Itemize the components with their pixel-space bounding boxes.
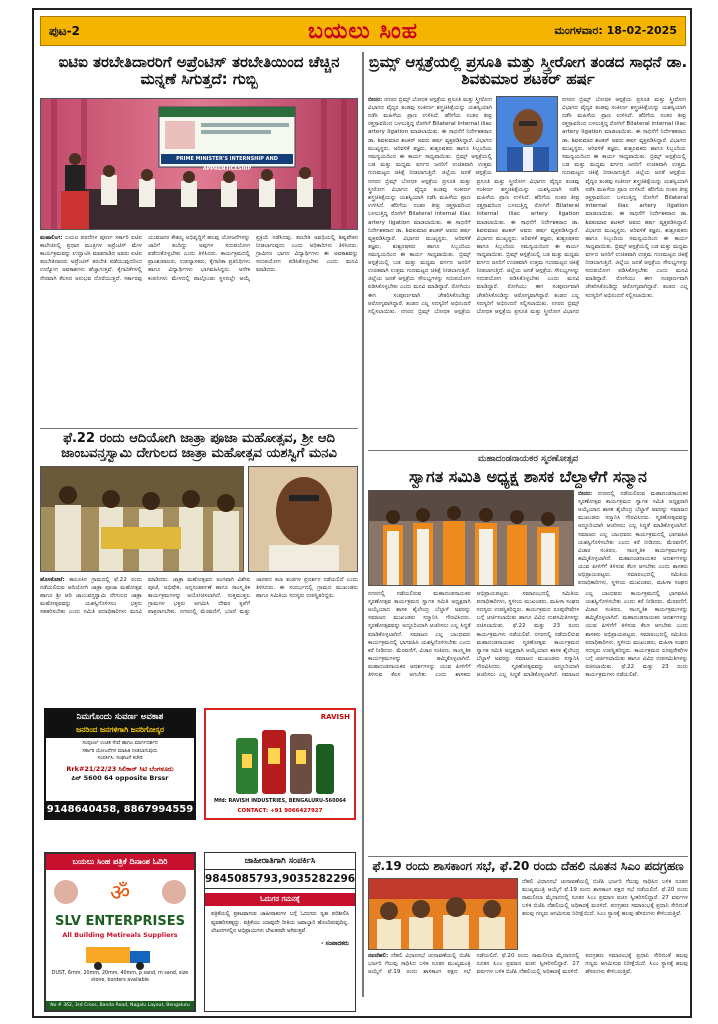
story1-dateline: ಮಹಾಲಿಂಗ: <box>40 235 63 241</box>
ad-ravish-contact: CONTACT: +91 9066427927 <box>237 808 323 814</box>
story2-photo-image <box>41 467 244 572</box>
ad-ravish-products <box>206 720 354 800</box>
story5-text: ದೆಹಲಿ ವಿಧಾನಸಭೆ ಚುನಾವಣೆಯಲ್ಲಿ ಬಿಜೆಪಿ ಭರ್ಜರಿ ಗೆಲುವು ಸಾಧಿಸಿದ ಬಳಿಕ ನೂತನ ಮುಖ್ಯಮಂತ್ರಿ ಆಯ್ಕೆಗೆ ಫೆ.19 ರಂದು ಶಾಸಕಾಂಗ ಪಕ್ಷದ ಸಭೆ ನಡೆಯಲಿದೆ. ಫೆ.20 ರಂದು ರಾಮಲೀಲಾ ಮೈದಾನದಲ್ಲಿ ನೂತನ ಸಿಎಂ ಪ್ರಮಾಣ ವಚನ ಸ್ವೀಕರಿಸಲಿದ್ದಾರೆ. 27 ವರ್ಷಗಳ ಬಳಿಕ ಬಿಜೆಪಿ ದೆಹಲಿಯಲ್ಲಿ ಅಧಿಕಾರಕ್ಕೆ ಮರಳಿದೆ. ಪದಗ್ರಹಣ ಸಮಾರಂಭಕ್ಕೆ ಪ್ರಧಾನಿ ಸೇರಿದಂತೆ ಹಲವು ಗಣ್ಯರು ಆಗಮಿಸುವ ನಿರೀಕ್ಷೆಯಿದೆ. ಸಿಎಂ ಸ್ಥಾನಕ್ಕೆ ಹಲವು ಹೆಸರುಗಳು ಕೇಳಿಬರುತ್ತಿವೆ. <box>522 879 688 918</box>
story1-banner-text: PRIME MINISTER'S INTERNSHIP AND APPRENTICESHIP <box>176 156 278 172</box>
ad-slv-logo <box>46 870 194 914</box>
ad-suvarna-address: Rrk#21/22/23 ಸಿಲಿಕಾನ್ ಸಿಟಿ ಬೆಂಗಳೂರು <box>66 764 174 773</box>
story3-portrait-image <box>497 97 558 172</box>
story3-headline: ಬ್ರಿಮ್ಸ್ ಆಸ್ಪತ್ರೆಯಲ್ಲಿ ಪ್ರಸೂತಿ ಮತ್ತು ಸ್ತ್ರೀರೋಗ ತಂಡದ ಸಾಧನೆ ಡಾ. ಶಿವಕುಮಾರ ಶಟಕರ್ ಹರ್ಷ <box>368 53 688 89</box>
ad-contact-sign: - ಸಂಪಾದಕರು <box>320 939 349 947</box>
story5-photo <box>368 878 518 950</box>
ad-ravish <box>204 708 356 820</box>
ad-slv-goods: DUST, 6mm, 20mm, 20mm, 40mm, p sand, m sand, size stone, borders available <box>51 971 189 983</box>
ad-suvarna-line: ಸಂಪೂರ್ಣ ಉಚಿತ ಸೇವೆ ಹಾಗೂ ಮಾರ್ಗದರ್ಶನ <box>82 740 158 746</box>
story1-photo <box>40 98 358 230</box>
ad-suvarna-line: ಸಂಪರ್ಕಿಸಿ: ಸಂಘಟನೆ ಕಚೇರಿ <box>97 755 143 761</box>
story3-text-cont: ನಗರದ ಬ್ರಿಮ್ಸ್ ಬೋಧಕ ಆಸ್ಪತ್ರೆಯ ಪ್ರಸೂತಿ ಮತ್ತು ಸ್ತ್ರೀರೋಗ ವಿಭಾಗದ ವೈದ್ಯರ ತಂಡವು ಸಂಕೀರ್ಣ ಶಸ್ತ್ರಚಿಕಿತ್ಸೆಯನ್ನು ಯಶಸ್ವಿಯಾಗಿ ನಡೆಸಿ ಮಹಿಳೆಯ ಪ್ರಾಣ ಉಳಿಸಿದೆ. ಹೆರಿಗೆಯ ನಂತರ ತೀವ್ರ ರಕ್ತಸ್ರಾವದಿಂದ ಬಳಲುತ್ತಿದ್ದ ರೋಗಿಗೆ Bilateral internal iliac artery ligation ಮಾಡಲಾಯಿತು. ಈ ಸಾಧನೆಗೆ ನಿರ್ದೇಶಕರಾದ ಡಾ. ಶಿವಕುಮಾರ ಶಟಕರ್ ಅವರು ಹರ್ಷ ವ್ಯಕ್ತಪಡಿಸಿದ್ದಾರೆ. ವಿಭಾಗದ ಮುಖ್ಯಸ್ಥರು, ಅರಿವಳಿಕೆ ತಜ್ಞರು, ಶುಶ್ರೂಷಕರು ಹಾಗೂ ಸಿಬ್ಬಂದಿಯ ಸಮನ್ವಯದಿಂದ ಈ ಕಾರ್ಯ ಸಾಧ್ಯವಾಯಿತು. ಬ್ರಿಮ್ಸ್ ಆಸ್ಪತ್ರೆಯಲ್ಲಿ ಬಡ ಮತ್ತು ಮಧ್ಯಮ ವರ್ಗದ ಜನರಿಗೆ ಉಚಿತವಾಗಿ ಉತ್ತಮ ಗುಣಮಟ್ಟದ ಚಿಕಿತ್ಸೆ ನೀಡಲಾಗುತ್ತಿದೆ. ಜಿಲ್ಲೆಯ ಜನತೆ ಆಸ್ಪತ್ರೆಯ ಸೌಲಭ್ಯಗಳನ್ನು ಸದುಪಯೋಗ ಪಡಿಸಿಕೊಳ್ಳಬೇಕು ಎಂದು ಮನವಿ ಮಾಡಿದ್ದಾರೆ. ರೋಗಿಯು ಈಗ ಸಂಪೂರ್ಣವಾಗಿ ಚೇತರಿಸಿಕೊಂಡಿದ್ದು ಆರೋಗ್ಯವಾಗಿದ್ದಾರೆ. ತಂಡದ ಎಲ್ಲ ಸದಸ್ಯರಿಗೆ ಅಭಿನಂದನೆ ಸಲ್ಲಿಸಲಾಯಿತು. <box>400 179 580 315</box>
story1-headline: ಐಟಿಐ ತರಬೇತಿದಾರರಿಗೆ ಅಪ್ರೆಂಟಿಸ್ ತರಬೇತಿಯಿಂದ ಚೆಚ್ಚಿನ ಮನ್ನಣೆ ಸಿಗುತ್ತದೆ: ಗುಬ್ಬಿ <box>58 53 340 89</box>
story1-text: ಬಯಲ ಪರದೆಗಳ ಪೂರ್ಣ ಸರ್ಕಾರಿ ಐಟಿಐ ಕಾಲೇಜಿನಲ್ಲಿ ಪ್ರಧಾನ ಮಂತ್ರಿಗಳ ಅಪ್ರೆಂಟಿಸ್ ಮೇಳ ಕಾರ್ಯಕ್ರಮವನ್ನು ಉದ್ಘಾಟಿಸಿ ಮಾತನಾಡಿದ ಅವರು ಐಟಿಐ ತರಬೇತಿದಾರರು ಅಪ್ರೆಂಟಿಸ್ ತರಬೇತಿ ಪಡೆಯುವುದರಿಂದ ಉದ್ಯೋಗ ಅವಕಾಶಗಳು ಹೆಚ್ಚಾಗುತ್ತವೆ. ಕೈಗಾರಿಕೆಗಳಲ್ಲಿ ನೇರವಾಗಿ ಕೆಲಸದ ಅನುಭವ ದೊರೆಯುತ್ತದೆ. ಸರ್ಕಾರವು ಯುವಜನರ ಕೌಶಲ್ಯ ಅಭಿವೃದ್ಧಿಗೆ ಹಲವು ಯೋಜನೆಗಳನ್ನು ಜಾರಿಗೆ ತಂದಿದ್ದು ಅವುಗಳ ಸದುಪಯೋಗ ಪಡೆದುಕೊಳ್ಳಬೇಕು ಎಂದು ತಿಳಿಸಿದರು. ಕಾರ್ಯಕ್ರಮದಲ್ಲಿ ಪ್ರಾಂಶುಪಾಲರು, ಉಪನ್ಯಾಸಕರು, ಕೈಗಾರಿಕಾ ಪ್ರತಿನಿಧಿಗಳು ಹಾಗೂ ವಿದ್ಯಾರ್ಥಿಗಳು ಭಾಗವಹಿಸಿದ್ದರು. ಅನೇಕ ಕಂಪನಿಗಳು ಮೇಳದಲ್ಲಿ ಪಾಲ್ಗೊಂಡು ಸ್ಥಳದಲ್ಲೇ ಆಯ್ಕೆ ಪ್ರಕ್ರಿಯೆ ನಡೆಸಿದವು. ತರಬೇತಿ ಅವಧಿಯಲ್ಲಿ ಶಿಷ್ಯವೇತನ ನೀಡಲಾಗುವುದು ಎಂದು ಅಧಿಕಾರಿಗಳು ತಿಳಿಸಿದರು. ಗ್ರಾಮೀಣ ಭಾಗದ ವಿದ್ಯಾರ್ಥಿಗಳು ಈ ಅವಕಾಶವನ್ನು ಸದುಪಯೋಗ ಪಡಿಸಿಕೊಳ್ಳಬೇಕು ಎಂದು ಮನವಿ ಮಾಡಿದರು. <box>40 235 358 282</box>
svg-text:ॐ: ॐ <box>109 881 131 906</box>
story5-headline: ಫೆ.19 ರಂದು ಶಾಸಕಾಂಗ ಸಭೆ, ಫೆ.20 ರಂದು ದೆಹಲಿ ನೂತನ ಸಿಎಂ ಪದಗ್ರಹಣ <box>372 859 684 873</box>
story4-text-cont: ನಗರದಲ್ಲಿ ನಡೆಯಲಿರುವ ಮಹಾದಂಡನಾಯಕರ ಸ್ಮರಣೋತ್ಸವ ಕಾರ್ಯಕ್ರಮದ ಸ್ವಾಗತ ಸಮಿತಿ ಅಧ್ಯಕ್ಷರಾಗಿ ಆಯ್ಕೆಯಾದ ಶಾಸಕ ಶೈಲೇಂದ್ರ ಬೆಲ್ದಾಳೆ ಅವರನ್ನು ಸಮಾಜದ ಮುಖಂಡರು ಸನ್ಮಾನಿಸಿ ಗೌರವಿಸಿದರು. ಸ್ಮರಣೋತ್ಸವವನ್ನು ಅದ್ದೂರಿಯಾಗಿ ಆಚರಿಸಲು ಎಲ್ಲ ಸಿದ್ಧತೆ ಮಾಡಿಕೊಳ್ಳಲಾಗಿದೆ. ಸಮಾಜದ ಎಲ್ಲ ಬಾಂಧವರು ಕಾರ್ಯಕ್ರಮದಲ್ಲಿ ಭಾಗವಹಿಸಿ ಯಶಸ್ವಿಗೊಳಿಸಬೇಕು ಎಂದು ಕರೆ ನೀಡಿದರು. ಮೆರವಣಿಗೆ, ವಿಚಾರ ಸಂಕಿರಣ, ಸಾಂಸ್ಕೃತಿಕ ಕಾರ್ಯಕ್ರಮಗಳನ್ನು ಹಮ್ಮಿಕೊಳ್ಳಲಾಗಿದೆ. ಮಹಾದಂಡನಾಯಕರ ಆದರ್ಶಗಳನ್ನು ಯುವ ಪೀಳಿಗೆಗೆ ತಿಳಿಸುವ ಕೆಲಸ ಆಗಬೇಕು ಎಂದು ಶಾಸಕರು ಅಭಿಪ್ರಾಯಪಟ್ಟರು. ಸಮಾರಂಭದಲ್ಲಿ ಸಮಿತಿಯ ಪದಾಧಿಕಾರಿಗಳು, ಸ್ಥಳೀಯ ಮುಖಂಡರು, ಮಹಿಳಾ ಸಂಘದ ಸದಸ್ಯರು ಉಪಸ್ಥಿತರಿದ್ದರು. ಕಾರ್ಯಕ್ರಮದ ರೂಪುರೇಷೆಗಳ ಬಗ್ಗೆ ಚರ್ಚಿಸಲಾಯಿತು ಹಾಗೂ ವಿವಿಧ ಉಪಸಮಿತಿಗಳನ್ನು ರಚಿಸಲಾಯಿತು. ಫೆ.22 ಮತ್ತು 23 ರಂದು ಕಾರ್ಯಕ್ರಮಗಳು ನಡೆಯಲಿವೆ. <box>476 591 688 679</box>
masthead <box>40 16 686 46</box>
ad-contact-phone: 9845085793,9035282296 <box>205 870 355 889</box>
story1-photo-image <box>41 99 358 230</box>
ad-contact <box>204 852 356 1012</box>
ad-slv-brand: SLV ENTERPRISES <box>55 914 185 929</box>
column-divider <box>362 52 364 997</box>
story4-photo <box>368 490 574 586</box>
ad-ravish-brand: RAVISH <box>320 713 350 721</box>
story2-text: ತಾಲೂಕಿನ ಗ್ರಾಮದಲ್ಲಿ ಫೆ.22 ರಂದು ನಡೆಯಲಿರುವ ಆದಿಯೋಗಿ ಜಾತ್ರಾ ಪೂಜಾ ಮಹೋತ್ಸವ ಹಾಗೂ ಶ್ರೀ ಆದಿ ಜಾಂಬವನ್ತಸ್ವಾಮಿ ದೇಗುಲದ ಜಾತ್ರಾ ಮಹೋತ್ಸವವನ್ನು ಯಶಸ್ವಿಗೊಳಿಸಲು ಭಕ್ತರು ಸಹಕರಿಸಬೇಕು ಎಂದು ಸಮಿತಿ ಪದಾಧಿಕಾರಿಗಳು ಮನವಿ ಮಾಡಿದರು. ಜಾತ್ರಾ ಮಹೋತ್ಸವದ ಅಂಗವಾಗಿ ವಿಶೇಷ ಪೂಜೆ, ಅಭಿಷೇಕ, ಅನ್ನಸಂತರ್ಪಣೆ ಹಾಗೂ ಸಾಂಸ್ಕೃತಿಕ ಕಾರ್ಯಕ್ರಮಗಳನ್ನು ಆಯೋಜಿಸಲಾಗಿದೆ. ಸುತ್ತಮುತ್ತಲ ಗ್ರಾಮಗಳ ಭಕ್ತರು ಆಗಮಿಸಿ ದೇವರ ಕೃಪೆಗೆ ಪಾತ್ರರಾಗಬೇಕು. ನಗರದಲ್ಲಿ ಮೆರವಣಿಗೆ, ಭಜನೆ ಮತ್ತು ಜಾನಪದ ಕಲಾ ತಂಡಗಳ ಪ್ರದರ್ಶನ ನಡೆಯಲಿದೆ ಎಂದು ತಿಳಿಸಿದರು. ಈ ಸಂದರ್ಭದಲ್ಲಿ ಗ್ರಾಮದ ಮುಖಂಡರು ಹಾಗೂ ಸಮಿತಿಯ ಸದಸ್ಯರು ಉಪಸ್ಥಿತರಿದ್ದರು. <box>40 577 358 616</box>
ad-suvarna-title: ನಿಮಗೊಂದು ಸುವರ್ಣ ಅವಕಾಶ <box>46 710 194 724</box>
story4-dateline: ಬೀದರ: <box>578 491 593 497</box>
ad-suvarna-sub: ಜನರಿಂದ ಜನಗಳಿಗಾಗಿ ಜನರಿಗೋಸ್ಕರ <box>46 724 194 738</box>
story3-body-a <box>368 96 492 176</box>
newspaper-name: ಬಯಲು ಸಿಂಹ <box>307 18 419 44</box>
ad-suvarna-lines <box>46 738 194 765</box>
newspaper-page <box>32 8 692 1018</box>
story1-body <box>40 234 358 424</box>
divider <box>368 450 688 451</box>
story2-portrait <box>248 466 358 572</box>
story5-body-a <box>522 878 688 950</box>
ad-ravish-maker: Mfd: RAVISH INDUSTRIES, BENGALURU-560064 <box>213 798 347 804</box>
ad-contact-title: ಜಾಹೀರಾತಿಗಾಗಿ ಸಂಪರ್ಕಿಸಿ <box>205 853 355 870</box>
story3-body-c <box>368 178 688 446</box>
story2-photo <box>40 466 244 572</box>
story5-dateline: ನವದೆಹಲಿ: <box>368 953 389 959</box>
story3-body-b <box>562 96 686 176</box>
ad-suvarna-address2: ಪಿನ್ 5600 64 opposite Brssr <box>71 773 169 782</box>
story4-body-a <box>578 490 688 586</box>
issue-date: ಮಂಗಳವಾರ: 18-02-2025 <box>554 24 677 37</box>
story3-text: ನಗರದ ಬ್ರಿಮ್ಸ್ ಬೋಧಕ ಆಸ್ಪತ್ರೆಯ ಪ್ರಸೂತಿ ಮತ್ತು ಸ್ತ್ರೀರೋಗ ವಿಭಾಗದ ವೈದ್ಯರ ತಂಡವು ಸಂಕೀರ್ಣ ಶಸ್ತ್ರಚಿಕಿತ್ಸೆಯನ್ನು ಯಶಸ್ವಿಯಾಗಿ ನಡೆಸಿ ಮಹಿಳೆಯ ಪ್ರಾಣ ಉಳಿಸಿದೆ. ಹೆರಿಗೆಯ ನಂತರ ತೀವ್ರ ರಕ್ತಸ್ರಾವದಿಂದ ಬಳಲುತ್ತಿದ್ದ ರೋಗಿಗೆ Bilateral internal iliac artery ligation ಮಾಡಲಾಯಿತು. ಈ ಸಾಧನೆಗೆ ನಿರ್ದೇಶಕರಾದ ಡಾ. ಶಿವಕುಮಾರ ಶಟಕರ್ ಅವರು ಹರ್ಷ ವ್ಯಕ್ತಪಡಿಸಿದ್ದಾರೆ. ವಿಭಾಗದ ಮುಖ್ಯಸ್ಥರು, ಅರಿವಳಿಕೆ ತಜ್ಞರು, ಶುಶ್ರೂಷಕರು ಹಾಗೂ ಸಿಬ್ಬಂದಿಯ ಸಮನ್ವಯದಿಂದ ಈ ಕಾರ್ಯ ಸಾಧ್ಯವಾಯಿತು. ಬ್ರಿಮ್ಸ್ ಆಸ್ಪತ್ರೆಯಲ್ಲಿ ಬಡ ಮತ್ತು ಮಧ್ಯಮ ವರ್ಗದ ಜನರಿಗೆ ಉಚಿತವಾಗಿ ಉತ್ತಮ ಗುಣಮಟ್ಟದ ಚಿಕಿತ್ಸೆ ನೀಡಲಾಗುತ್ತಿದೆ. ಜಿಲ್ಲೆಯ ಜನತೆ ಆಸ್ಪತ್ರೆಯ <box>368 97 492 176</box>
story2-portrait-image <box>249 467 358 572</box>
story5-photo-image <box>369 879 518 950</box>
ad-suvarna-line: ಸರ್ಕಾರಿ ಯೋಜನೆಗಳ ಮಾಹಿತಿ ನೀಡಲಾಗುವುದು <box>82 747 158 754</box>
story4-kicker: ಮಹಾದಂಡನಾಯಕರ ಸ್ಮರಣೋತ್ಸವ <box>477 454 579 464</box>
story3-text-cont: ನಗರದ ಬ್ರಿಮ್ಸ್ ಬೋಧಕ ಆಸ್ಪತ್ರೆಯ ಪ್ರಸೂತಿ ಮತ್ತು ಸ್ತ್ರೀರೋಗ ವಿಭಾಗದ ವೈದ್ಯರ ತಂಡವು ಸಂಕೀರ್ಣ ಶಸ್ತ್ರಚಿಕಿತ್ಸೆಯನ್ನು ಯಶಸ್ವಿಯಾಗಿ ನಡೆಸಿ ಮಹಿಳೆಯ ಪ್ರಾಣ ಉಳಿಸಿದೆ. ಹೆರಿಗೆಯ ನಂತರ ತೀವ್ರ ರಕ್ತಸ್ರಾವದಿಂದ ಬಳಲುತ್ತಿದ್ದ ರೋಗಿಗೆ Bilateral internal iliac artery ligation ಮಾಡಲಾಯಿತು. ಈ ಸಾಧನೆಗೆ ನಿರ್ದೇಶಕರಾದ ಡಾ. ಶಿವಕುಮಾರ ಶಟಕರ್ ಅವರು ಹರ್ಷ ವ್ಯಕ್ತಪಡಿಸಿದ್ದಾರೆ. ವಿಭಾಗದ ಮುಖ್ಯಸ್ಥರು, ಅರಿವಳಿಕೆ ತಜ್ಞರು, ಶುಶ್ರೂಷಕರು ಹಾಗೂ ಸಿಬ್ಬಂದಿಯ ಸಮನ್ವಯದಿಂದ ಈ ಕಾರ್ಯ ಸಾಧ್ಯವಾಯಿತು. ಬ್ರಿಮ್ಸ್ ಆಸ್ಪತ್ರೆಯಲ್ಲಿ ಬಡ ಮತ್ತು ಮಧ್ಯಮ ವರ್ಗದ ಜನರಿಗೆ ಉಚಿತವಾಗಿ ಉತ್ತಮ ಗುಣಮಟ್ಟದ ಚಿಕಿತ್ಸೆ ನೀಡಲಾಗುತ್ತಿದೆ. ಜಿಲ್ಲೆಯ ಜನತೆ ಆಸ್ಪತ್ರೆಯ ಸೌಲಭ್ಯಗಳನ್ನು ಸದುಪಯೋಗ ಪಡಿಸಿಕೊಳ್ಳಬೇಕು ಎಂದು ಮನವಿ ಮಾಡಿದ್ದಾರೆ. ರೋಗಿಯು ಈಗ ಸಂಪೂರ್ಣವಾಗಿ ಚೇತರಿಸಿಕೊಂಡಿದ್ದು ಆರೋಗ್ಯವಾಗಿದ್ದಾರೆ. ತಂಡದ ಎಲ್ಲ ಸದಸ್ಯರಿಗೆ ಅಭಿನಂದನೆ ಸಲ್ಲಿಸಲಾಯಿತು. <box>368 179 471 315</box>
page-number: ಪುಟ-2 <box>49 23 80 38</box>
story4-body-b <box>368 590 688 852</box>
divider <box>368 856 688 857</box>
story2-body <box>40 576 358 706</box>
story5-body-b <box>368 952 688 1014</box>
story4-text-cont: ನಗರದಲ್ಲಿ ನಡೆಯಲಿರುವ ಮಹಾದಂಡನಾಯಕರ ಸ್ಮರಣೋತ್ಸವ ಕಾರ್ಯಕ್ರಮದ ಸ್ವಾಗತ ಸಮಿತಿ ಅಧ್ಯಕ್ಷರಾಗಿ ಆಯ್ಕೆಯಾದ ಶಾಸಕ ಶೈಲೇಂದ್ರ ಬೆಲ್ದಾಳೆ ಅವರನ್ನು ಸಮಾಜದ ಮುಖಂಡರು ಸನ್ಮಾನಿಸಿ ಗೌರವಿಸಿದರು. ಸ್ಮರಣೋತ್ಸವವನ್ನು ಅದ್ದೂರಿಯಾಗಿ ಆಚರಿಸಲು ಎಲ್ಲ ಸಿದ್ಧತೆ ಮಾಡಿಕೊಳ್ಳಲಾಗಿದೆ. ಸಮಾಜದ ಎಲ್ಲ ಬಾಂಧವರು ಕಾರ್ಯಕ್ರಮದಲ್ಲಿ ಭಾಗವಹಿಸಿ ಯಶಸ್ವಿಗೊಳಿಸಬೇಕು ಎಂದು ಕರೆ ನೀಡಿದರು. ಮೆರವಣಿಗೆ, ವಿಚಾರ ಸಂಕಿರಣ, ಸಾಂಸ್ಕೃತಿಕ ಕಾರ್ಯಕ್ರಮಗಳನ್ನು ಹಮ್ಮಿಕೊಳ್ಳಲಾಗಿದೆ. ಮಹಾದಂಡನಾಯಕರ ಆದರ್ಶಗಳನ್ನು ಯುವ ಪೀಳಿಗೆಗೆ ತಿಳಿಸುವ ಕೆಲಸ ಆಗಬೇಕು ಎಂದು ಶಾಸಕರು ಅಭಿಪ್ರಾಯಪಟ್ಟರು. ಸಮಾರಂಭದಲ್ಲಿ ಸಮಿತಿಯ ಪದಾಧಿಕಾರಿಗಳು, ಸ್ಥಳೀಯ ಮುಖಂಡರು, ಮಹಿಳಾ ಸಂಘದ ಸದಸ್ಯರು ಉಪಸ್ಥಿತರಿದ್ದರು. ಕಾರ್ಯಕ್ರಮದ ರೂಪುರೇಷೆಗಳ ಬಗ್ಗೆ ಚರ್ಚಿಸಲಾಯಿತು ಹಾಗೂ ವಿವಿಧ ಉಪಸಮಿತಿಗಳನ್ನು ರಚಿಸಲಾಯಿತು. ಫೆ.22 ಮತ್ತು 23 ರಂದು ಕಾರ್ಯಕ್ರಮಗಳು ನಡೆಯಲಿವೆ. <box>368 591 580 679</box>
story4-text: ನಗರದಲ್ಲಿ ನಡೆಯಲಿರುವ ಮಹಾದಂಡನಾಯಕರ ಸ್ಮರಣೋತ್ಸವ ಕಾರ್ಯಕ್ರಮದ ಸ್ವಾಗತ ಸಮಿತಿ ಅಧ್ಯಕ್ಷರಾಗಿ ಆಯ್ಕೆಯಾದ ಶಾಸಕ ಶೈಲೇಂದ್ರ ಬೆಲ್ದಾಳೆ ಅವರನ್ನು ಸಮಾಜದ ಮುಖಂಡರು ಸನ್ಮಾನಿಸಿ ಗೌರವಿಸಿದರು. ಸ್ಮರಣೋತ್ಸವವನ್ನು ಅದ್ದೂರಿಯಾಗಿ ಆಚರಿಸಲು ಎಲ್ಲ ಸಿದ್ಧತೆ ಮಾಡಿಕೊಳ್ಳಲಾಗಿದೆ. ಸಮಾಜದ ಎಲ್ಲ ಬಾಂಧವರು ಕಾರ್ಯಕ್ರಮದಲ್ಲಿ ಭಾಗವಹಿಸಿ ಯಶಸ್ವಿಗೊಳಿಸಬೇಕು ಎಂದು ಕರೆ ನೀಡಿದರು. ಮೆರವಣಿಗೆ, ವಿಚಾರ ಸಂಕಿರಣ, ಸಾಂಸ್ಕೃತಿಕ ಕಾರ್ಯಕ್ರಮಗಳನ್ನು ಹಮ್ಮಿಕೊಳ್ಳಲಾಗಿದೆ. ಮಹಾದಂಡನಾಯಕರ ಆದರ್ಶಗಳನ್ನು ಯುವ ಪೀಳಿಗೆಗೆ ತಿಳಿಸುವ ಕೆಲಸ ಆಗಬೇಕು ಎಂದು ಶಾಸಕರು ಅಭಿಪ್ರಾಯಪಟ್ಟರು. ಸಮಾರಂಭದಲ್ಲಿ ಸಮಿತಿಯ ಪದಾಧಿಕಾರಿಗಳು, ಸ್ಥಳೀಯ ಮುಖಂಡರು, ಮಹಿಳಾ ಸಂಘದ <box>578 491 688 586</box>
ad-slv-tag: All Building Metireals Suppliers <box>62 931 178 939</box>
story2-headline: ಫೆ.22 ರಂದು ಆದಿಯೋಗಿ ಜಾತ್ರಾ ಪೂಜಾ ಮಹೋತ್ಸವ, ಶ್ರೀ ಆದಿ ಜಾಂಬವನ್ತಸ್ವಾಮಿ ದೇಗುಲದ ಜಾತ್ರಾ ಮಹೋತ್ಸವ ಯಶಸ್ವಿಗೆ ಮನವಿ <box>61 431 337 461</box>
story4-headline: ಸ್ವಾಗತ ಸಮಿತಿ ಅಧ್ಯಕ್ಷ ಶಾಸಕ ಬೆಲ್ದಾಳೆಗೆ ಸನ್ಮಾನ <box>409 467 647 486</box>
ad-slv <box>44 852 196 1012</box>
story2-dateline: ಹೊಸಕೋಟೆ: <box>40 577 65 583</box>
ad-contact-notice: ಓದುಗರ ಗಮನಕ್ಕೆ <box>205 893 355 906</box>
story3-text-cont: ನಗರದ ಬ್ರಿಮ್ಸ್ ಬೋಧಕ ಆಸ್ಪತ್ರೆಯ ಪ್ರಸೂತಿ ಮತ್ತು ಸ್ತ್ರೀರೋಗ ವಿಭಾಗದ ವೈದ್ಯರ ತಂಡವು ಸಂಕೀರ್ಣ ಶಸ್ತ್ರಚಿಕಿತ್ಸೆಯನ್ನು ಯಶಸ್ವಿಯಾಗಿ ನಡೆಸಿ ಮಹಿಳೆಯ ಪ್ರಾಣ ಉಳಿಸಿದೆ. ಹೆರಿಗೆಯ ನಂತರ ತೀವ್ರ ರಕ್ತಸ್ರಾವದಿಂದ ಬಳಲುತ್ತಿದ್ದ ರೋಗಿಗೆ Bilateral internal iliac artery ligation ಮಾಡಲಾಯಿತು. ಈ ಸಾಧನೆಗೆ ನಿರ್ದೇಶಕರಾದ ಡಾ. ಶಿವಕುಮಾರ ಶಟಕರ್ ಅವರು ಹರ್ಷ ವ್ಯಕ್ತಪಡಿಸಿದ್ದಾರೆ. ವಿಭಾಗದ ಮುಖ್ಯಸ್ಥರು, ಅರಿವಳಿಕೆ ತಜ್ಞರು, ಶುಶ್ರೂಷಕರು ಹಾಗೂ ಸಿಬ್ಬಂದಿಯ ಸಮನ್ವಯದಿಂದ ಈ ಕಾರ್ಯ ಸಾಧ್ಯವಾಯಿತು. ಬ್ರಿಮ್ಸ್ ಆಸ್ಪತ್ರೆಯಲ್ಲಿ ಬಡ ಮತ್ತು ಮಧ್ಯಮ ವರ್ಗದ ಜನರಿಗೆ ಉಚಿತವಾಗಿ ಉತ್ತಮ ಗುಣಮಟ್ಟದ ಚಿಕಿತ್ಸೆ ನೀಡಲಾಗುತ್ತಿದೆ. ಜಿಲ್ಲೆಯ ಜನತೆ ಆಸ್ಪತ್ರೆಯ ಸೌಲಭ್ಯಗಳನ್ನು ಸದುಪಯೋಗ ಪಡಿಸಿಕೊಳ್ಳಬೇಕು ಎಂದು ಮನವಿ ಮಾಡಿದ್ದಾರೆ. ರೋಗಿಯು ಈಗ ಸಂಪೂರ್ಣವಾಗಿ ಚೇತರಿಸಿಕೊಂಡಿದ್ದು ಆರೋಗ್ಯವಾಗಿದ್ದಾರೆ. ತಂಡದ ಎಲ್ಲ ಸದಸ್ಯರಿಗೆ ಅಭಿನಂದನೆ ಸಲ್ಲಿಸಲಾಯಿತು. <box>476 179 688 315</box>
story5-text-cont: ದೆಹಲಿ ವಿಧಾನಸಭೆ ಚುನಾವಣೆಯಲ್ಲಿ ಬಿಜೆಪಿ ಭರ್ಜರಿ ಗೆಲುವು ಸಾಧಿಸಿದ ಬಳಿಕ ನೂತನ ಮುಖ್ಯಮಂತ್ರಿ ಆಯ್ಕೆಗೆ ಫೆ.19 ರಂದು ಶಾಸಕಾಂಗ ಪಕ್ಷದ ಸಭೆ ನಡೆಯಲಿದೆ. ಫೆ.20 ರಂದು ರಾಮಲೀಲಾ ಮೈದಾನದಲ್ಲಿ ನೂತನ ಸಿಎಂ ಪ್ರಮಾಣ ವಚನ ಸ್ವೀಕರಿಸಲಿದ್ದಾರೆ. 27 ವರ್ಷಗಳ ಬಳಿಕ ಬಿಜೆಪಿ ದೆಹಲಿಯಲ್ಲಿ ಅಧಿಕಾರಕ್ಕೆ ಮರಳಿದೆ. ಪದಗ್ರಹಣ ಸಮಾರಂಭಕ್ಕೆ ಪ್ರಧಾನಿ ಸೇರಿದಂತೆ ಹಲವು ಗಣ್ಯರು ಆಗಮಿಸುವ ನಿರೀಕ್ಷೆಯಿದೆ. ಸಿಎಂ ಸ್ಥಾನಕ್ಕೆ ಹಲವು ಹೆಸರುಗಳು ಕೇಳಿಬರುತ್ತಿವೆ. <box>368 953 688 976</box>
story3-portrait <box>496 96 558 172</box>
divider <box>40 428 358 429</box>
ad-suvarna-phone: 9148640458, 8867994559 <box>46 801 194 818</box>
story3-dateline: ಬೀದರ: <box>368 97 383 103</box>
ad-contact-body: ಪತ್ರಿಕೆಯಲ್ಲಿ ಪ್ರಕಟವಾಗುವ ಜಾಹೀರಾತುಗಳ ಬಗ್ಗೆ ಓದುಗರು ಸ್ವತಃ ಪರಿಶೀಲಿಸಿ ವ್ಯವಹರಿಸತಕ್ಕದ್ದು. ಪತ್ರಿಕೆಯು ಯಾವುದೇ ರೀತಿಯ ಜವಾಬ್ದಾರಿ ಹೊಂದಿರುವುದಿಲ್ಲ. ಲೇಖನಗಳಲ್ಲಿನ ಅಭಿಪ್ರಾಯಗಳು ಲೇಖಕರವೇ ಆಗಿರುತ್ತವೆ. <box>211 911 349 935</box>
ad-slv-truck-icon <box>46 941 194 971</box>
ad-slv-title: ಬಯಲು ಸಿಂಹ ಪತ್ರಿಕೆ ದಿನಾಂಶ ಓದಿರಿ <box>46 854 194 870</box>
story4-photo-image <box>369 491 574 586</box>
ad-suvarna <box>44 708 196 820</box>
story3-text-cont: ನಗರದ ಬ್ರಿಮ್ಸ್ ಬೋಧಕ ಆಸ್ಪತ್ರೆಯ ಪ್ರಸೂತಿ ಮತ್ತು ಸ್ತ್ರೀರೋಗ ವಿಭಾಗದ ವೈದ್ಯರ ತಂಡವು ಸಂಕೀರ್ಣ ಶಸ್ತ್ರಚಿಕಿತ್ಸೆಯನ್ನು ಯಶಸ್ವಿಯಾಗಿ ನಡೆಸಿ ಮಹಿಳೆಯ ಪ್ರಾಣ ಉಳಿಸಿದೆ. ಹೆರಿಗೆಯ ನಂತರ ತೀವ್ರ ರಕ್ತಸ್ರಾವದಿಂದ ಬಳಲುತ್ತಿದ್ದ ರೋಗಿಗೆ Bilateral internal iliac artery ligation ಮಾಡಲಾಯಿತು. ಈ ಸಾಧನೆಗೆ ನಿರ್ದೇಶಕರಾದ ಡಾ. ಶಿವಕುಮಾರ ಶಟಕರ್ ಅವರು ಹರ್ಷ ವ್ಯಕ್ತಪಡಿಸಿದ್ದಾರೆ. ವಿಭಾಗದ ಮುಖ್ಯಸ್ಥರು, ಅರಿವಳಿಕೆ ತಜ್ಞರು, ಶುಶ್ರೂಷಕರು ಹಾಗೂ ಸಿಬ್ಬಂದಿಯ ಸಮನ್ವಯದಿಂದ ಈ ಕಾರ್ಯ ಸಾಧ್ಯವಾಯಿತು. ಬ್ರಿಮ್ಸ್ ಆಸ್ಪತ್ರೆಯಲ್ಲಿ ಬಡ ಮತ್ತು ಮಧ್ಯಮ ವರ್ಗದ ಜನರಿಗೆ ಉಚಿತವಾಗಿ ಉತ್ತಮ ಗುಣಮಟ್ಟದ ಚಿಕಿತ್ಸೆ ನೀಡಲಾಗುತ್ತಿದೆ. ಜಿಲ್ಲೆಯ ಜನತೆ ಆಸ್ಪತ್ರೆಯ <box>562 97 686 176</box>
ad-slv-footer: No # 362, 3rd Cross, Banda Road, Nagalu Layout, Bengaluru <box>46 1001 194 1010</box>
